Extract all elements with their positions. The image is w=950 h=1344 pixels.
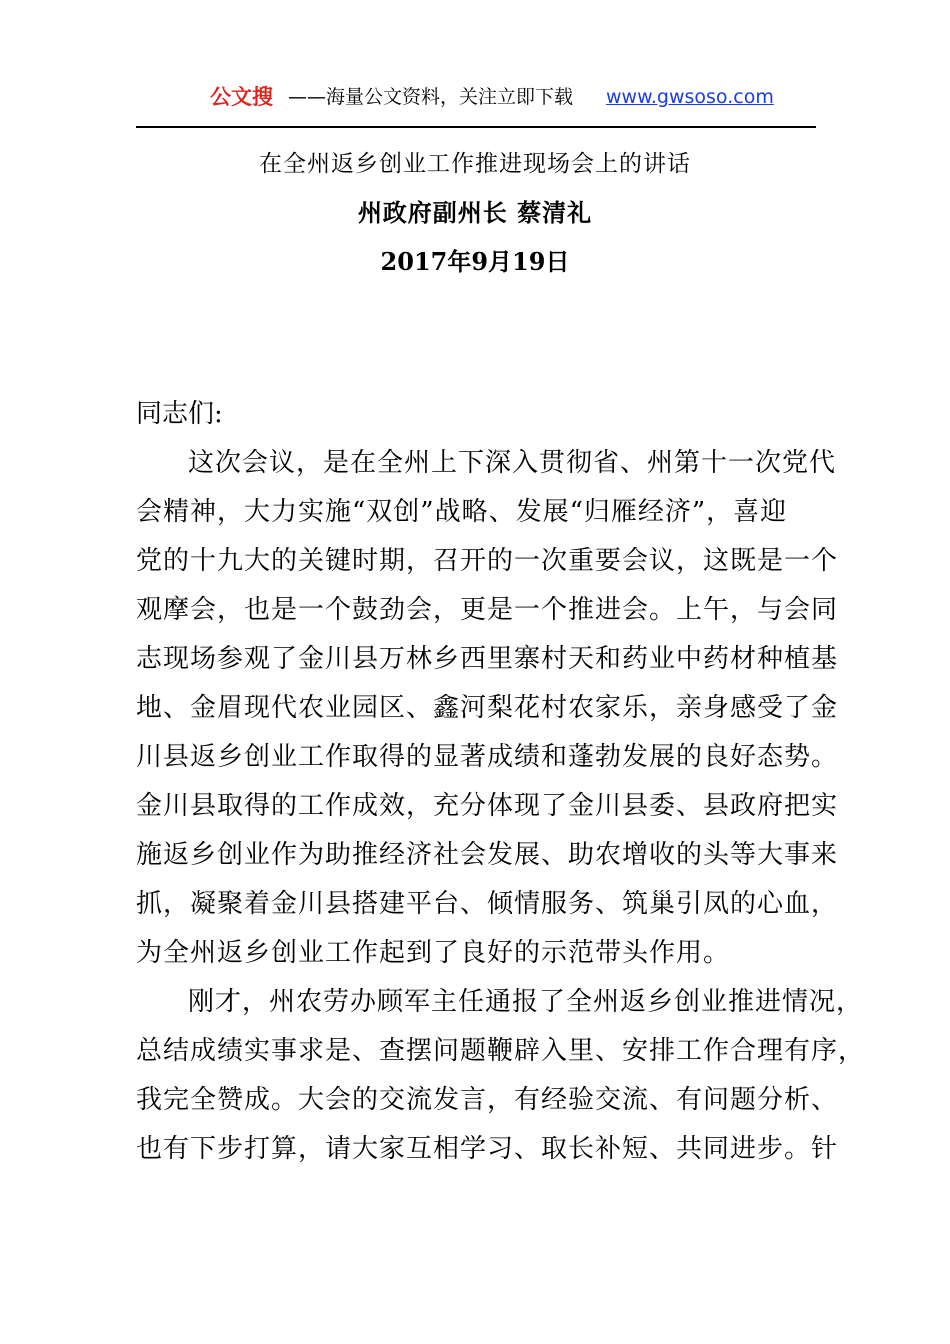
paragraph-line: 金川县取得的工作成效，充分体现了金川县委、县政府把实 [136, 791, 839, 821]
site-header [136, 82, 816, 118]
paragraph-line: 我完全赞成。大会的交流发言，有经验交流、有问题分析、 [136, 1085, 839, 1115]
paragraph-line: 抓，凝聚着金川县搭建平台、倾情服务、筑巢引凤的心血， [136, 889, 839, 919]
brand-logo-text[interactable]: 公文搜 [210, 85, 273, 109]
paragraph-line: 党的十九大的关键时期，召开的一次重要会议，这既是一个 [136, 546, 839, 576]
site-url-link[interactable]: www.gwsoso.com [606, 86, 774, 108]
paragraph [136, 439, 839, 978]
header-divider [136, 126, 816, 128]
speech-body [136, 390, 866, 1174]
header-slogan: ——海量公文资料，关注立即下载 [288, 86, 574, 108]
document-title: 在全州返乡创业工作推进现场会上的讲话 [259, 151, 691, 177]
paragraph-line: 志现场参观了金川县万林乡西里寨村天和药业中药材种植基 [136, 644, 839, 674]
salutation: 同志们: [136, 399, 223, 429]
paragraph-line: 观摩会，也是一个鼓劲会，更是一个推进会。上午，与会同 [136, 595, 839, 625]
speech-date: 2017年9月19日 [380, 247, 570, 276]
paragraph-line: 这次会议，是在全州上下深入贯彻省、州第十一次党代 [188, 448, 837, 478]
paragraph-line: 总结成绩实事求是、查摆问题鞭辟入里、安排工作合理有序， [136, 1036, 866, 1066]
paragraph-line: 地、金眉现代农业园区、鑫河梨花村农家乐，亲身感受了金 [136, 693, 839, 723]
paragraph-line: 刚才，州农劳办顾军主任通报了全州返乡创业推进情况， [188, 987, 864, 1017]
paragraph-line: 为全州返乡创业工作起到了良好的示范带头作用。 [136, 938, 731, 968]
speaker-line: 州政府副州长 蔡清礼 [357, 198, 593, 227]
paragraph-line: 会精神，大力实施“双创”战略、发展“归雁经济”，喜迎 [136, 497, 788, 527]
paragraph-line: 也有下步打算，请大家互相学习、取长补短、共同进步。针 [136, 1134, 839, 1164]
paragraph-line: 施返乡创业作为助推经济社会发展、助农增收的头等大事来 [136, 840, 839, 870]
paragraph-line: 川县返乡创业工作取得的显著成绩和蓬勃发展的良好态势。 [136, 742, 839, 772]
paragraph [136, 978, 866, 1174]
